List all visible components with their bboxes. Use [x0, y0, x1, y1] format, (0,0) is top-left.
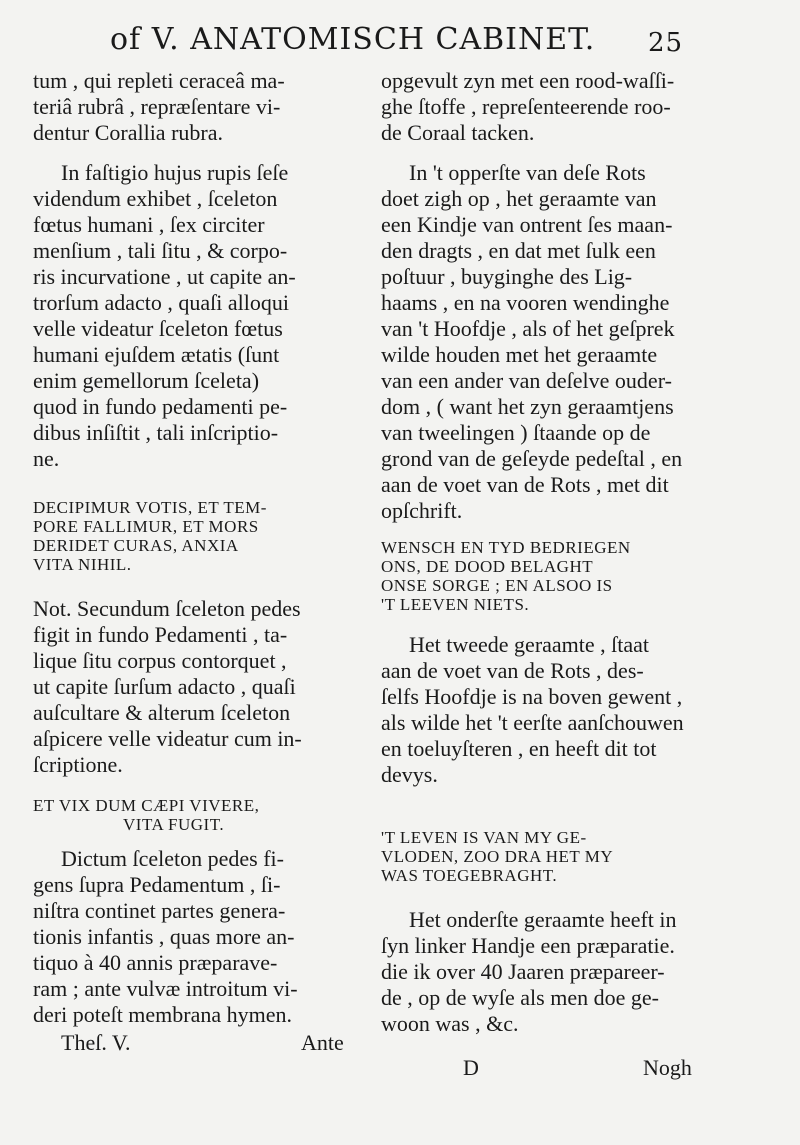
- text-line: ſelfs Hoofdje is na boven gewent ,: [381, 684, 683, 709]
- text-line: dibus inſiſtit , tali inſcriptio-: [33, 420, 279, 445]
- dutch-column: [381, 68, 704, 1083]
- latin-column: [33, 68, 363, 1058]
- inscription-line: ET VIX DUM CÆPI VIVERE,: [33, 796, 260, 815]
- catchword: Ante: [301, 1030, 344, 1055]
- inscription: [33, 498, 363, 574]
- page-title: of V. ANATOMISCH CABINET.: [110, 22, 596, 57]
- text-line: humani ejuſdem ætatis (ſunt: [33, 342, 280, 367]
- text-line: gens ſupra Pedamentum , ſi-: [33, 872, 281, 897]
- text-line: figit in fundo Pedamenti , ta-: [33, 622, 288, 647]
- text-line: als wilde het 't eerſte aanſchouwen: [381, 710, 684, 735]
- running-header: [110, 22, 710, 62]
- text-line: devys.: [381, 762, 438, 787]
- text-line: poſtuur , buyginghe des Lig-: [381, 264, 633, 289]
- text-line: In 't opperſte van deſe Rots: [409, 160, 646, 185]
- text-line: een Kindje van ontrent ſes maan-: [381, 212, 673, 237]
- text-line: aan de voet van de Rots , des-: [381, 658, 644, 683]
- paragraph: [381, 160, 704, 524]
- text-line: auſcultare & alterum ſceleton: [33, 700, 291, 725]
- text-line: videndum exhibet , ſceleton: [33, 186, 278, 211]
- text-line: Not. Secundum ſceleton pedes: [33, 596, 301, 621]
- signature-mark: D: [463, 1055, 479, 1080]
- paragraph: [381, 68, 704, 146]
- signature-line: [381, 1055, 704, 1083]
- catchword: Nogh: [643, 1055, 692, 1080]
- inscription: [381, 538, 704, 614]
- text-line: tiquo à 40 annis præparave-: [33, 950, 278, 975]
- text-line: die ik over 40 Jaaren præpareer-: [381, 959, 665, 984]
- paragraph: [381, 632, 704, 788]
- text-line: den dragts , en dat met ſulk een: [381, 238, 656, 263]
- text-line: opgevult zyn met een rood-waſſi-: [381, 68, 675, 93]
- inscription-line: 'T LEVEN IS VAN MY GE-: [381, 828, 587, 847]
- text-line: dom , ( want het zyn geraamtjens: [381, 394, 674, 419]
- paragraph: [33, 160, 363, 472]
- page-number: 25: [648, 28, 684, 58]
- text-line: velle videatur ſceleton fœtus: [33, 316, 283, 341]
- inscription-line: ONSE SORGE ; EN ALSOO IS: [381, 576, 613, 595]
- inscription-line: VITA NIHIL.: [33, 555, 132, 574]
- text-line: ris incurvatione , ut capite an-: [33, 264, 296, 289]
- text-line: ſcriptione.: [33, 752, 123, 777]
- text-line: aan de voet van de Rots , met dit: [381, 472, 669, 497]
- text-line: wilde houden met het geraamte: [381, 342, 658, 367]
- signature-mark: Theſ. V.: [61, 1030, 131, 1055]
- text-line: quod in fundo pedamenti pe-: [33, 394, 288, 419]
- text-line: tum , qui repleti ceraceâ ma-: [33, 68, 285, 93]
- text-line: trorſum adacto , quaſi alloqui: [33, 290, 289, 315]
- text-line: In faſtigio hujus rupis ſeſe: [61, 160, 289, 185]
- text-line: de , op de wyſe als men doe ge-: [381, 985, 659, 1010]
- text-line: ne.: [33, 446, 60, 471]
- inscription-line: VLODEN, ZOO DRA HET MY: [381, 847, 614, 866]
- paragraph: [33, 846, 363, 1028]
- text-line: van een ander van deſelve ouder-: [381, 368, 672, 393]
- text-line: en toeluyſteren , en heeft dit tot: [381, 736, 657, 761]
- text-line: ſyn linker Handje een præparatie.: [381, 933, 675, 958]
- text-line: opſchrift.: [381, 498, 463, 523]
- text-line: de Coraal tacken.: [381, 120, 535, 145]
- text-line: menſium , tali ſitu , & corpo-: [33, 238, 288, 263]
- inscription-line: 'T LEEVEN NIETS.: [381, 595, 530, 614]
- text-line: doet zigh op , het geraamte van: [381, 186, 657, 211]
- text-line: tionis infantis , quas more an-: [33, 924, 295, 949]
- paragraph: [381, 907, 704, 1037]
- text-line: deri poteſt membrana hymen.: [33, 1002, 293, 1027]
- inscription-line: WAS TOEGEBRAGHT.: [381, 866, 558, 885]
- text-line: teriâ rubrâ , repræſentare vi-: [33, 94, 281, 119]
- text-line: ghe ſtoffe , repreſenteerende roo-: [381, 94, 671, 119]
- text-line: aſpicere velle videatur cum in-: [33, 726, 302, 751]
- inscription-line: ONS, DE DOOD BELAGHT: [381, 557, 594, 576]
- text-line: dentur Corallia rubra.: [33, 120, 223, 145]
- text-line: Dictum ſceleton pedes fi-: [61, 846, 284, 871]
- signature-line: [33, 1030, 363, 1058]
- text-line: woon was , &c.: [381, 1011, 519, 1036]
- text-line: enim gemellorum ſceleta): [33, 368, 260, 393]
- inscription: [381, 828, 704, 885]
- paragraph: [33, 596, 363, 778]
- inscription-line: WENSCH EN TYD BEDRIEGEN: [381, 538, 631, 557]
- inscription-line: DECIPIMUR VOTIS, ET TEM-: [33, 498, 267, 517]
- paragraph: [33, 68, 363, 146]
- inscription: [33, 796, 363, 834]
- text-line: grond van de geſeyde pedeſtal , en: [381, 446, 683, 471]
- text-line: van 't Hoofdje , als of het geſprek: [381, 316, 675, 341]
- inscription-line: PORE FALLIMUR, ET MORS: [33, 517, 259, 536]
- inscription-line: VITA FUGIT.: [123, 815, 225, 834]
- text-line: ut capite ſurſum adacto , quaſi: [33, 674, 296, 699]
- text-line: van tweelingen ) ſtaande op de: [381, 420, 651, 445]
- text-line: haams , en na vooren wendinghe: [381, 290, 670, 315]
- text-line: Het onderſte geraamte heeft in: [409, 907, 677, 932]
- inscription-line: DERIDET CURAS, ANXIA: [33, 536, 239, 555]
- text-line: niſtra continet partes genera-: [33, 898, 286, 923]
- text-line: lique ſitu corpus contorquet ,: [33, 648, 287, 673]
- text-line: ram ; ante vulvæ introitum vi-: [33, 976, 298, 1001]
- text-line: Het tweede geraamte , ſtaat: [409, 632, 650, 657]
- text-line: fœtus humani , ſex circiter: [33, 212, 265, 237]
